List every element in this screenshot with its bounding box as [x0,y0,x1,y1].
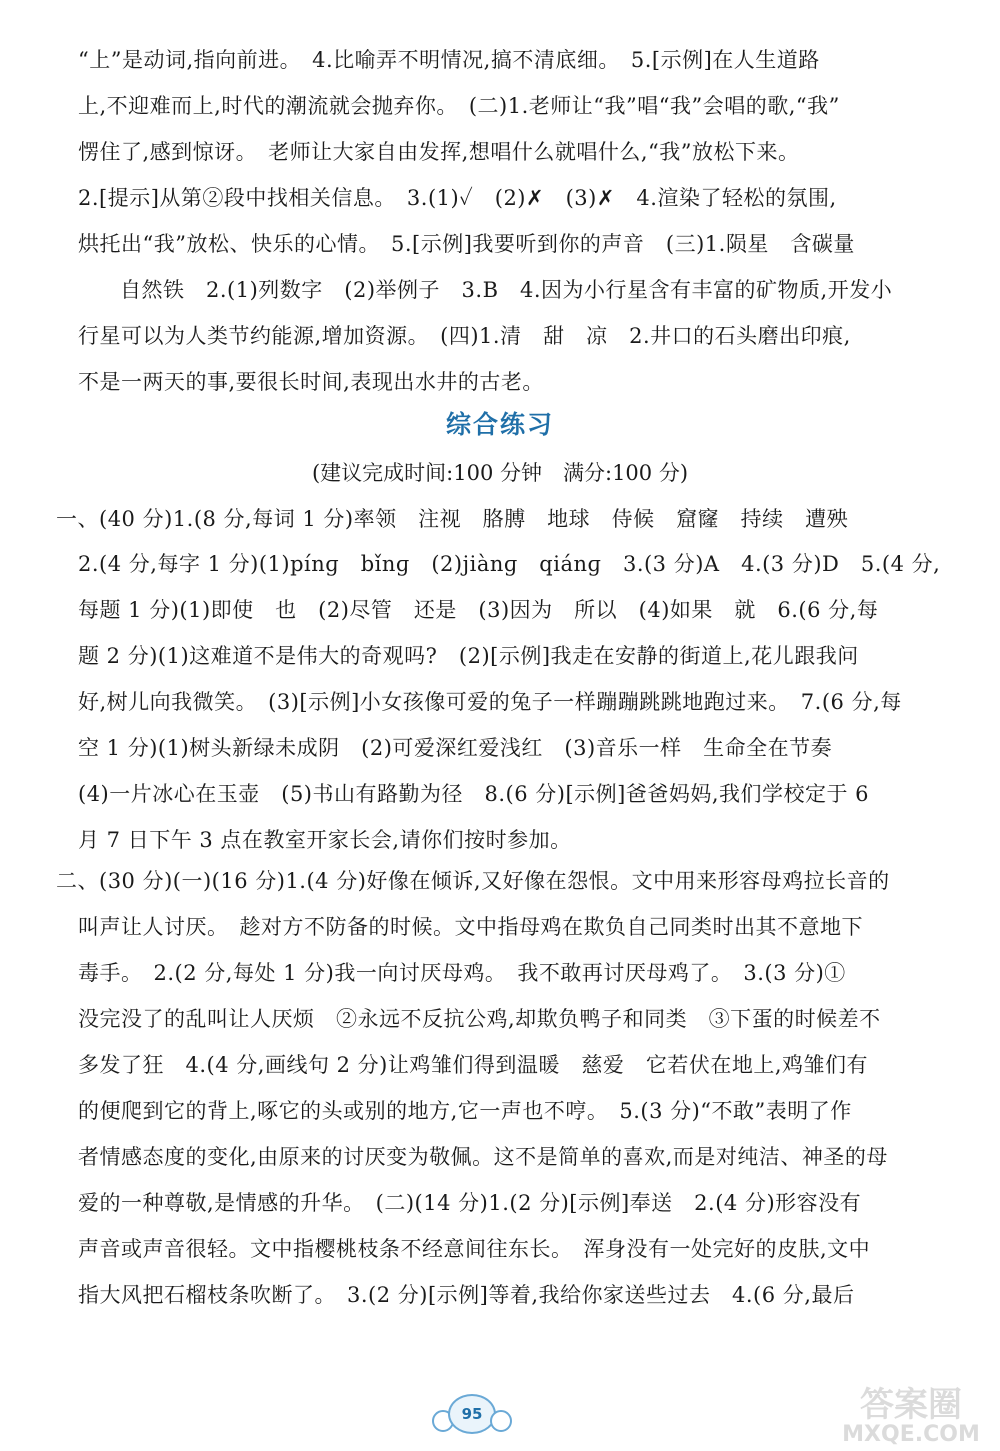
answer-line: 声音或声音很轻。文中指樱桃枝条不经意间往东长。 浑身没有一处完好的皮肤,文中 [78,1237,871,1261]
answer-line: 没完没了的乱叫让人厌烦 ②永远不反抗公鸡,却欺负鸭子和同类 ③下蛋的时候差不 [78,1007,881,1031]
answer-line: 二、(30 分)(一)(16 分)1.(4 分)好像在倾诉,又好像在怨恨。文中用来形容母鸡拉长音的 [56,869,890,893]
bubble-decoration [490,1410,512,1432]
answer-line: 的便爬到它的背上,啄它的头或别的地方,它一声也不哼。 5.(3 分)“不敢”表明了作 [78,1099,852,1123]
page-number: 95 [448,1394,496,1434]
answer-line: 多发了狂 4.(4 分,画线句 2 分)让鸡雏们得到温暖 慈爱 它若伏在地上,鸡雏们有 [78,1053,869,1077]
watermark-logo [836,1377,986,1447]
answer-line: 指大风把石榴枝条吹断了。 3.(2 分)[示例]等着,我给你家送些过去 4.(6 分,最后 [78,1283,855,1307]
answer-line: 一、(40 分)1.(8 分,每词 1 分)率领 注视 胳膊 地球 侍候 窟窿 持续 遭殃 [56,507,849,531]
answer-line: 者情感态度的变化,由原来的讨厌变为敬佩。这不是简单的喜欢,而是对纯洁、神圣的母 [78,1145,888,1169]
answer-line: 烘托出“我”放松、快乐的心情。 5.[示例]我要听到你的声音 (三)1.陨星 含碳量 [78,232,855,256]
answer-line: 空 1 分)(1)树头新绿未成阴 (2)可爱深红爱浅红 (3)音乐一样 生命全在节奏 [78,736,833,760]
answer-line: 毒手。 2.(2 分,每处 1 分)我一向讨厌母鸡。 我不敢再讨厌母鸡了。 3.(3 分)① [78,961,846,985]
answer-line: 月 7 日下午 3 点在教室开家长会,请你们按时参加。 [78,828,572,852]
answer-line: 自然铁 2.(1)列数字 (2)举例子 3.B 4.因为小行星含有丰富的矿物质,开发小 [120,278,893,302]
answer-line: 上,不迎难而上,时代的潮流就会抛弃你。 (二)1.老师让“我”唱“我”会唱的歌,“我” [78,94,840,118]
answer-line: 爱的一种尊敬,是情感的升华。 (二)(14 分)1.(2 分)[示例]奉送 2.(4 分)形容没有 [78,1191,862,1215]
section-title: 综合练习 [445,410,554,439]
answer-line: 行星可以为人类节约能源,增加资源。 (四)1.清 甜 凉 2.井口的石头磨出印痕, [78,324,851,348]
page-number-badge [430,1388,510,1438]
watermark-top-text: 答案圈 [860,1385,962,1425]
answer-line: 不是一两天的事,要很长时间,表现出水井的古老。 [78,370,544,394]
answer-line: “上”是动词,指向前进。 4.比喻弄不明情况,搞不清底细。 5.[示例]在人生道路 [78,48,820,72]
answer-line: 叫声让人讨厌。 趁对方不防备的时候。文中指母鸡在欺负自己同类时出其不意地下 [78,915,863,939]
section-subtitle: (建议完成时间:100 分钟 满分:100 分) [311,461,689,485]
answer-line: (4)一片冰心在玉壶 (5)书山有路勤为径 8.(6 分)[示例]爸爸妈妈,我们学校定于 6 [78,782,870,806]
watermark-bottom-text: MXQE.COM [842,1422,980,1447]
answer-line: 愣住了,感到惊讶。 老师让大家自由发挥,想唱什么就唱什么,“我”放松下来。 [78,140,800,164]
answer-line: 好,树儿向我微笑。 (3)[示例]小女孩像可爱的兔子一样蹦蹦跳跳地跑过来。 7.(6 分,每 [78,690,902,714]
answer-line: 2.[提示]从第②段中找相关信息。 3.(1)✓ (2)✗ (3)✗ 4.渲染了轻松的氛围, [78,186,837,210]
answer-line: 2.(4 分,每字 1 分)(1)pínɡ bǐnɡ (2)jiànɡ qiánɡ 3.(3 分)A 4.(3 分)D 5.(4 分, [78,552,941,576]
answer-line: 题 2 分)(1)这难道不是伟大的奇观吗? (2)[示例]我走在安静的街道上,花儿跟我问 [78,644,859,668]
answer-line: 每题 1 分)(1)即使 也 (2)尽管 还是 (3)因为 所以 (4)如果 就 6.(6 分,每 [78,598,879,622]
